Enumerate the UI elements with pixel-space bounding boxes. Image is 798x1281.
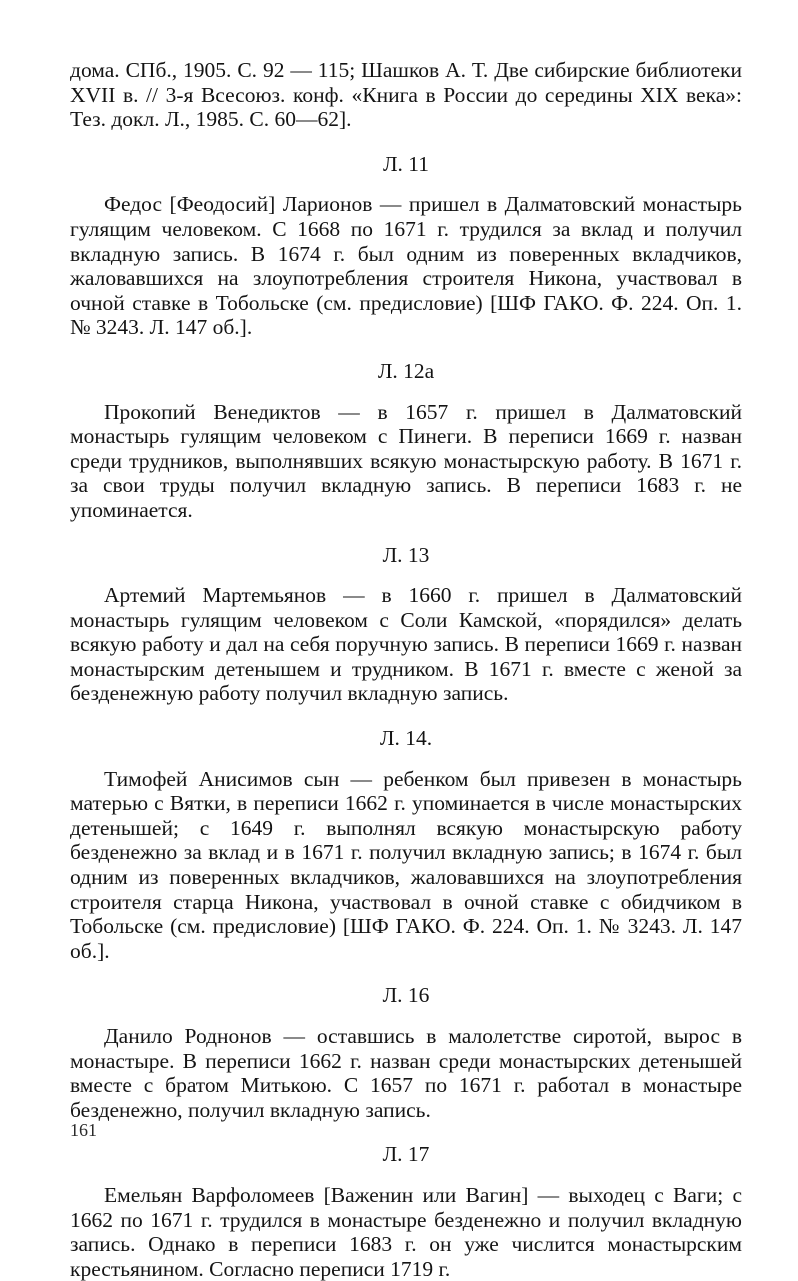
page-number: 161 (70, 1120, 97, 1140)
intro-paragraph: дома. СПб., 1905. С. 92 — 115; Шашков А. Т. Две сибирские библиотеки XVII в. // 3-я Всесоюз. конф. «Книга в России до середины XIX века»: Тез. докл. Л., 1985. С. 60—62]. (70, 58, 742, 132)
section-heading-l16: Л. 16 (382, 983, 430, 1008)
entry-paragraph-l11: Федос [Феодосий] Ларионов — пришел в Далматовский монастырь гулящим человеком. С 1668 по 1671 г. трудился за вклад и получил вкладную запись. В 1674 г. был одним из поверенных вкладчиков, жаловавшихся на злоупотребления строителя Никона, участвовал в очной ставке в Тобольске (см. предисловие) [ШФ ГАКО. Ф. 224. Оп. 1. № 3243. Л. 147 об.]. (70, 192, 742, 340)
section-heading-l17: Л. 17 (382, 1142, 430, 1167)
entry-paragraph-l17: Емельян Варфоломеев [Важенин или Вагин] — выходец с Ваги; с 1662 по 1671 г. трудился в монастыре безденежно и получил вкладную запись. Однако в переписи 1683 г. он уже числится монастырским крестьянином. Согласно переписи 1719 г. (70, 1182, 742, 1281)
section-heading-l11: Л. 11 (382, 151, 430, 176)
section-heading-l13: Л. 13 (382, 542, 430, 567)
entry-paragraph-l12a: Прокопий Венедиктов — в 1657 г. пришел в Далматовский монастырь гулящим человеком с Пинеги. В переписи 1669 г. назван среди трудников, выполнявших всякую монастырскую работу. В 1671 г. за свои труды получил вкладную запись. В переписи 1683 г. не упоминается. (70, 399, 742, 522)
text-column (70, 58, 742, 1281)
section-heading-l14: Л. 14. (379, 726, 433, 751)
entry-paragraph-l16: Данило Роднонов — оставшись в малолетстве сиротой, вырос в монастыре. В переписи 1662 г. назван среди монастырских детенышей вместе с братом Митькою. С 1657 по 1671 г. работал в монастыре безденежно, получил вкладную запись. (70, 1024, 742, 1122)
entry-paragraph-l14: Тимофей Анисимов сын — ребенком был привезен в монастырь матерью с Вятки, в переписи 1662 г. упоминается в числе монастырских детенышей; с 1649 г. выполнял всякую монастырскую работу безденежно за вклад и в 1671 г. получил вкладную запись; в 1674 г. был одним из поверенных вкладчиков, жаловавшихся на злоупотребления строителя старца Никона, участвовал в очной ставке с обидчиком в Тобольске (см. предисловие) [ШФ ГАКО. Ф. 224. Оп. 1. № 3243. Л. 147 об.]. (70, 766, 742, 963)
section-heading-l12a: Л. 12а (377, 358, 435, 383)
entry-paragraph-l13: Артемий Мартемьянов — в 1660 г. пришел в Далматовский монастырь гулящим человеком с Соли Камской, «порядился» делать всякую работу и дал на себя поручную запись. В переписи 1669 г. назван монастырским детенышем и трудником. В 1671 г. вместе с женой за безденежную работу получил вкладную запись. (70, 583, 742, 706)
